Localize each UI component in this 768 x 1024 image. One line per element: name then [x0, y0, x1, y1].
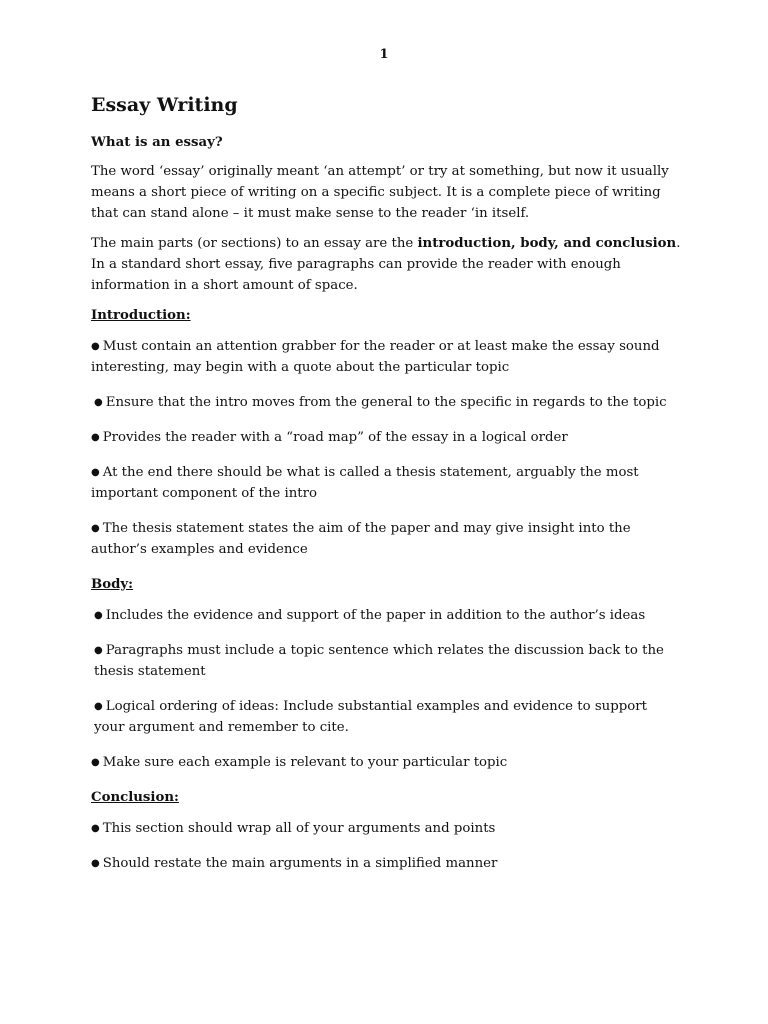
bullet-icon: ●	[94, 645, 103, 656]
list-item	[91, 752, 681, 773]
bullet-icon: ●	[94, 397, 103, 408]
conclusion-heading: Conclusion:	[91, 790, 179, 805]
list-item	[91, 640, 681, 682]
list-item	[91, 392, 681, 413]
list-item-text: Must contain an attention grabber for the reader or at least make the essay sound interesting, may begin with a quote about the particular topic	[91, 339, 660, 375]
bullet-icon: ●	[94, 701, 103, 712]
bullet-icon: ●	[91, 823, 100, 834]
body-heading: Body:	[91, 577, 134, 592]
bullet-icon: ●	[91, 432, 100, 443]
list-item	[91, 853, 681, 874]
list-item-text: Ensure that the intro moves from the general to the specific in regards to the topic	[105, 395, 667, 410]
list-item-text: Make sure each example is relevant to your particular topic	[102, 755, 508, 770]
list-item-text: Paragraphs must include a topic sentence which relates the discussion back to the thesis statement	[94, 643, 664, 679]
list-item-text: Includes the evidence and support of the paper in addition to the author’s ideas	[105, 608, 646, 623]
list-item	[91, 427, 681, 448]
list-item	[91, 696, 681, 738]
list-item-text: This section should wrap all of your arguments and points	[102, 821, 496, 836]
bullet-icon: ●	[91, 341, 100, 352]
list-item-text: At the end there should be what is called a thesis statement, arguably the most important component of the intro	[91, 465, 639, 501]
bullet-icon: ●	[91, 523, 100, 534]
document-content	[91, 92, 681, 888]
document-title: Essay Writing	[91, 94, 238, 116]
list-item	[91, 336, 681, 378]
page-number: 1	[379, 47, 389, 62]
list-item-text: Logical ordering of ideas: Include substantial examples and evidence to support your argument and remember to cite.	[94, 699, 647, 735]
list-item-text: Provides the reader with a “road map” of the essay in a logical order	[102, 430, 568, 445]
list-item	[91, 605, 681, 626]
list-item-text: The thesis statement states the aim of the paper and may give insight into the author’s examples and evidence	[91, 521, 631, 557]
list-item	[91, 518, 681, 560]
bullet-icon: ●	[91, 467, 100, 478]
list-item-text: Should restate the main arguments in a simplified manner	[102, 856, 498, 871]
list-item	[91, 462, 681, 504]
introduction-heading: Introduction:	[91, 308, 191, 323]
bullet-icon: ●	[94, 610, 103, 621]
bullet-icon: ●	[91, 757, 100, 768]
bullet-icon: ●	[91, 858, 100, 869]
paragraph-main-parts-start: The main parts (or sections) to an essay are the	[91, 236, 418, 251]
list-item	[91, 818, 681, 839]
section-subtitle: What is an essay?	[91, 135, 223, 150]
paragraph-main-parts	[91, 233, 681, 296]
paragraph-main-parts-bold: introduction, body, and conclusion	[417, 236, 677, 251]
paragraph-main-parts-end: . In a standard short essay, five paragraphs can provide the reader with enough information in a short amount of space.	[91, 236, 681, 293]
paragraph-definition: The word ‘essay’ originally meant ‘an attempt’ or try at something, but now it usually means a short piece of writing on a specific subject. It is a complete piece of writing that can stand alone – it must make sense to the reader ‘in itself.	[91, 164, 669, 221]
